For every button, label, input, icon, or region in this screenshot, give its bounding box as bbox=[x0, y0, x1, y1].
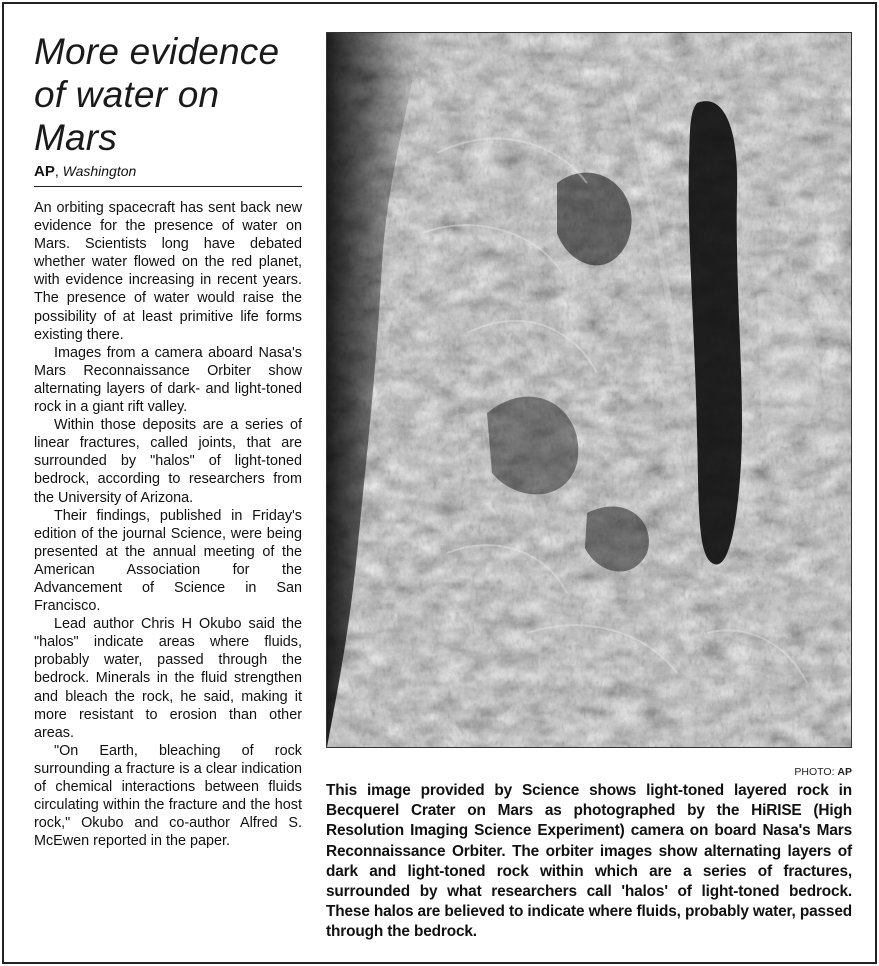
photo-credit-source: AP bbox=[837, 766, 852, 778]
headline: More evidence of water on Mars bbox=[34, 31, 280, 158]
mars-photo bbox=[326, 32, 852, 748]
article-paragraph: Images from a camera aboard Nasa's Mars Reconnaissance Orbiter show alternating layers of dark- and light-toned rock in a giant rift valley. bbox=[34, 344, 302, 416]
article-column bbox=[34, 30, 302, 850]
article-paragraph: "On Earth, bleaching of rock surrounding a fracture is a clear indication of chemical interactions between fluids circulating within the fracture and the host rock," Okubo and co-author Alfred S. McEwen reported in the paper. bbox=[34, 742, 302, 850]
photo-credit bbox=[326, 766, 852, 778]
newspaper-clipping bbox=[2, 2, 877, 964]
article-paragraph: Their findings, published in Friday's edition of the journal Science, were being presented at the annual meeting of the American Association for the Advancement of Science in San Francisco. bbox=[34, 507, 302, 615]
photo-credit-label: PHOTO: bbox=[794, 766, 835, 778]
byline-separator: , bbox=[54, 163, 59, 179]
article-paragraph: Within those deposits are a series of linear fractures, called joints, that are surrounded by "halos" of light-toned bedrock, according to researchers from the University of Arizona. bbox=[34, 417, 302, 506]
article-paragraph: Lead author Chris H Okubo said the "halos" indicate areas where fluids, probably water, passed through the bedrock. Minerals in the fluid strengthen and bleach the rock, he said, making it more resistant to erosion than other areas. bbox=[34, 616, 302, 741]
byline-agency: AP bbox=[34, 163, 55, 180]
byline-location: Washington bbox=[62, 163, 137, 179]
byline bbox=[34, 163, 302, 187]
article-body bbox=[34, 199, 302, 850]
mars-terrain-image bbox=[327, 33, 851, 747]
article-paragraph: An orbiting spacecraft has sent back new evidence for the presence of water on Mars. Scientists long have debated whether water flowed on the red planet, with evidence increasing in recent years. The presence of water would raise the possibility of at least primitive life forms existing there. bbox=[34, 200, 302, 343]
photo-caption: This image provided by Science shows light-toned layered rock in Becquerel Crater on Mars as photographed by the HiRISE (High Resolution Imaging Science Experiment) camera on board Nasa's Mars Reconnaissance Orbiter. The orbiter images show alternating layers of dark and light-toned rock within which are a series of fractures, surrounded by what researchers call 'halos' of light-toned bedrock. These halos are believed to indicate where fluids, probably water, passed through the bedrock. bbox=[326, 782, 852, 941]
photo-column bbox=[326, 32, 852, 943]
